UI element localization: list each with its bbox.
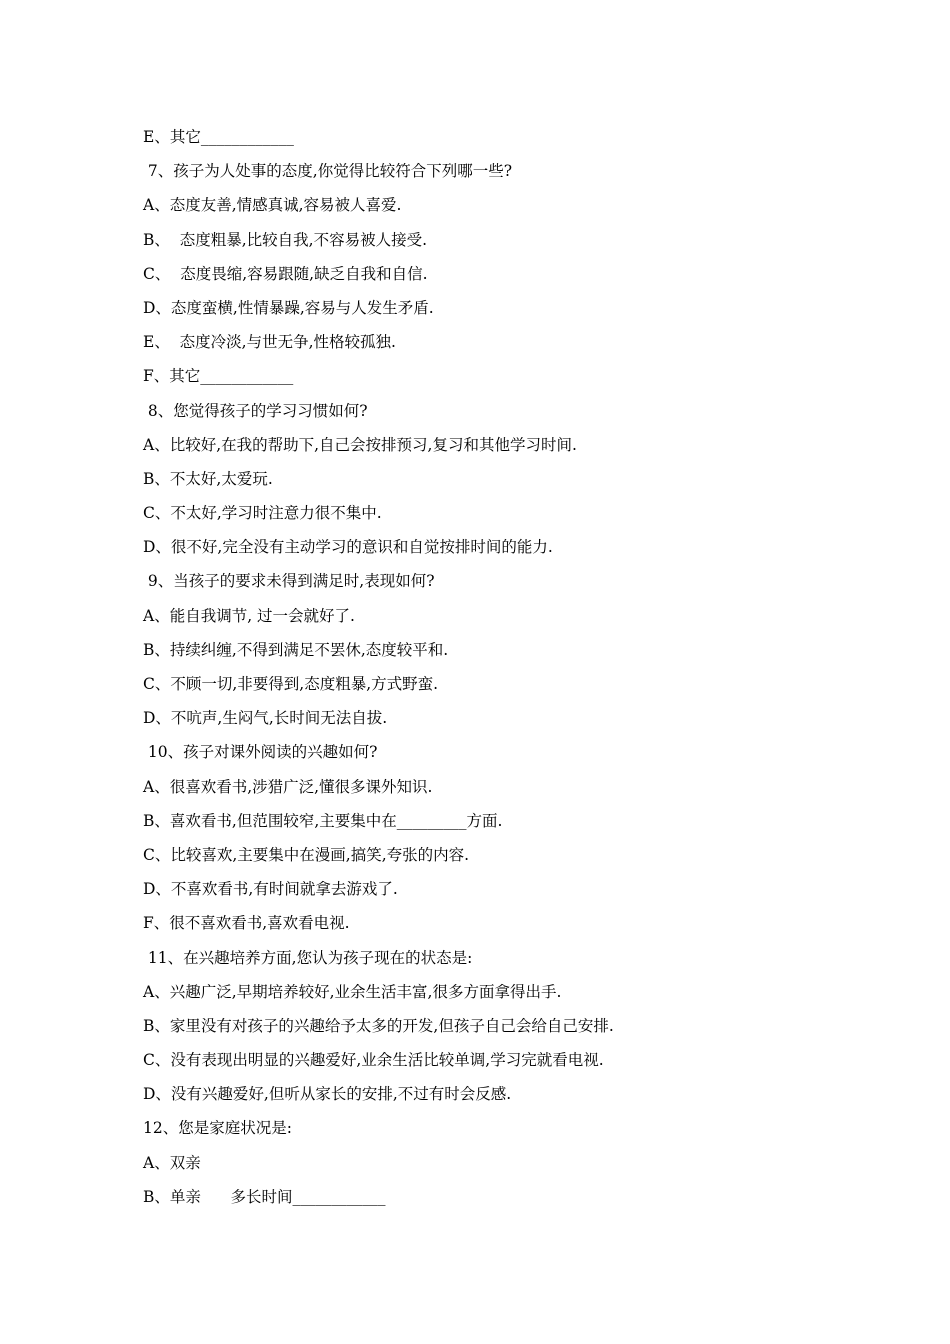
line-text: F、很不喜欢看书,喜欢看电视.	[143, 914, 350, 933]
text-line	[143, 910, 863, 944]
text-line	[143, 363, 863, 397]
text-line	[143, 158, 863, 192]
line-text: E、其它____________	[143, 128, 294, 146]
text-line	[143, 500, 863, 534]
line-text: D、态度蛮横,性情暴躁,容易与人发生矛盾.	[143, 298, 434, 317]
line-text: A、能自我调节, 过一会就好了.	[143, 606, 355, 625]
line-text: D、很不好,完全没有主动学习的意识和自觉按排时间的能力.	[143, 538, 553, 557]
line-text: B、喜欢看书,但范围较窄,主要集中在_________方面.	[143, 811, 503, 830]
text-line	[143, 1013, 863, 1047]
text-line	[143, 261, 863, 295]
text-line	[143, 295, 863, 329]
line-text: 11、在兴趣培养方面,您认为孩子现在的状态是:	[143, 948, 473, 967]
text-line	[143, 876, 863, 910]
line-text: 8、您觉得孩子的学习习惯如何?	[143, 401, 368, 420]
line-text: A、双亲	[143, 1153, 201, 1172]
line-text: 12、您是家庭状况是:	[143, 1119, 292, 1138]
text-line	[143, 398, 863, 432]
line-text: D、没有兴趣爱好,但听从家长的安排,不过有时会反感.	[143, 1085, 512, 1104]
text-line	[143, 124, 863, 158]
text-line	[143, 637, 863, 671]
text-line	[143, 1184, 863, 1218]
text-line	[143, 945, 863, 979]
line-text: B、 态度粗暴,比较自我,不容易被人接受.	[143, 230, 428, 249]
line-text: 7、孩子为人处事的态度,你觉得比较符合下列哪一些?	[143, 162, 513, 181]
text-line	[143, 466, 863, 500]
line-text: 9、当孩子的要求未得到满足时,表现如何?	[143, 572, 435, 591]
questionnaire-text	[143, 124, 863, 1218]
line-text: F、其它____________	[143, 367, 294, 386]
line-text: A、很喜欢看书,涉猎广泛,懂很多课外知识.	[143, 777, 433, 796]
text-line	[143, 603, 863, 637]
line-text: A、比较好,在我的帮助下,自己会按排预习,复习和其他学习时间.	[143, 435, 577, 454]
line-text: A、态度友善,情感真诚,容易被人喜爱.	[143, 196, 402, 215]
line-text: C、不太好,学习时注意力很不集中.	[143, 504, 382, 523]
line-text: E、 态度冷淡,与世无争,性格较孤独.	[143, 333, 396, 352]
line-text: C、没有表现出明显的兴趣爱好,业余生活比较单调,学习完就看电视.	[143, 1051, 604, 1070]
text-line	[143, 1081, 863, 1115]
line-text: C、比较喜欢,主要集中在漫画,搞笑,夸张的内容.	[143, 845, 470, 864]
line-text: B、家里没有对孩子的兴趣给予太多的开发,但孩子自己会给自己安排.	[143, 1016, 614, 1035]
line-text: B、不太好,太爱玩.	[143, 469, 273, 488]
text-line	[143, 979, 863, 1013]
text-line	[143, 808, 863, 842]
line-text: 10、孩子对课外阅读的兴趣如何?	[143, 743, 378, 762]
line-text: C、不顾一切,非要得到,态度粗暴,方式野蛮.	[143, 675, 439, 693]
line-text: D、不吭声,生闷气,长时间无法自拔.	[143, 709, 388, 728]
line-text: B、单亲 多长时间____________	[143, 1187, 386, 1206]
text-line	[143, 432, 863, 466]
text-line	[143, 227, 863, 261]
text-line	[143, 534, 863, 568]
line-text: B、持续纠缠,不得到满足不罢休,态度较平和.	[143, 640, 449, 659]
text-line	[143, 671, 863, 705]
text-line	[143, 842, 863, 876]
text-line	[143, 739, 863, 773]
text-line	[143, 568, 863, 602]
line-text: D、不喜欢看书,有时间就拿去游戏了.	[143, 880, 398, 899]
text-line	[143, 705, 863, 739]
text-line	[143, 774, 863, 808]
line-text: A、兴趣广泛,早期培养较好,业余生活丰富,很多方面拿得出手.	[143, 982, 562, 1001]
text-line	[143, 192, 863, 226]
text-line	[143, 329, 863, 363]
text-line	[143, 1115, 863, 1149]
line-text: C、 态度畏缩,容易跟随,缺乏自我和自信.	[143, 264, 428, 283]
text-line	[143, 1150, 863, 1184]
text-line	[143, 1047, 863, 1081]
